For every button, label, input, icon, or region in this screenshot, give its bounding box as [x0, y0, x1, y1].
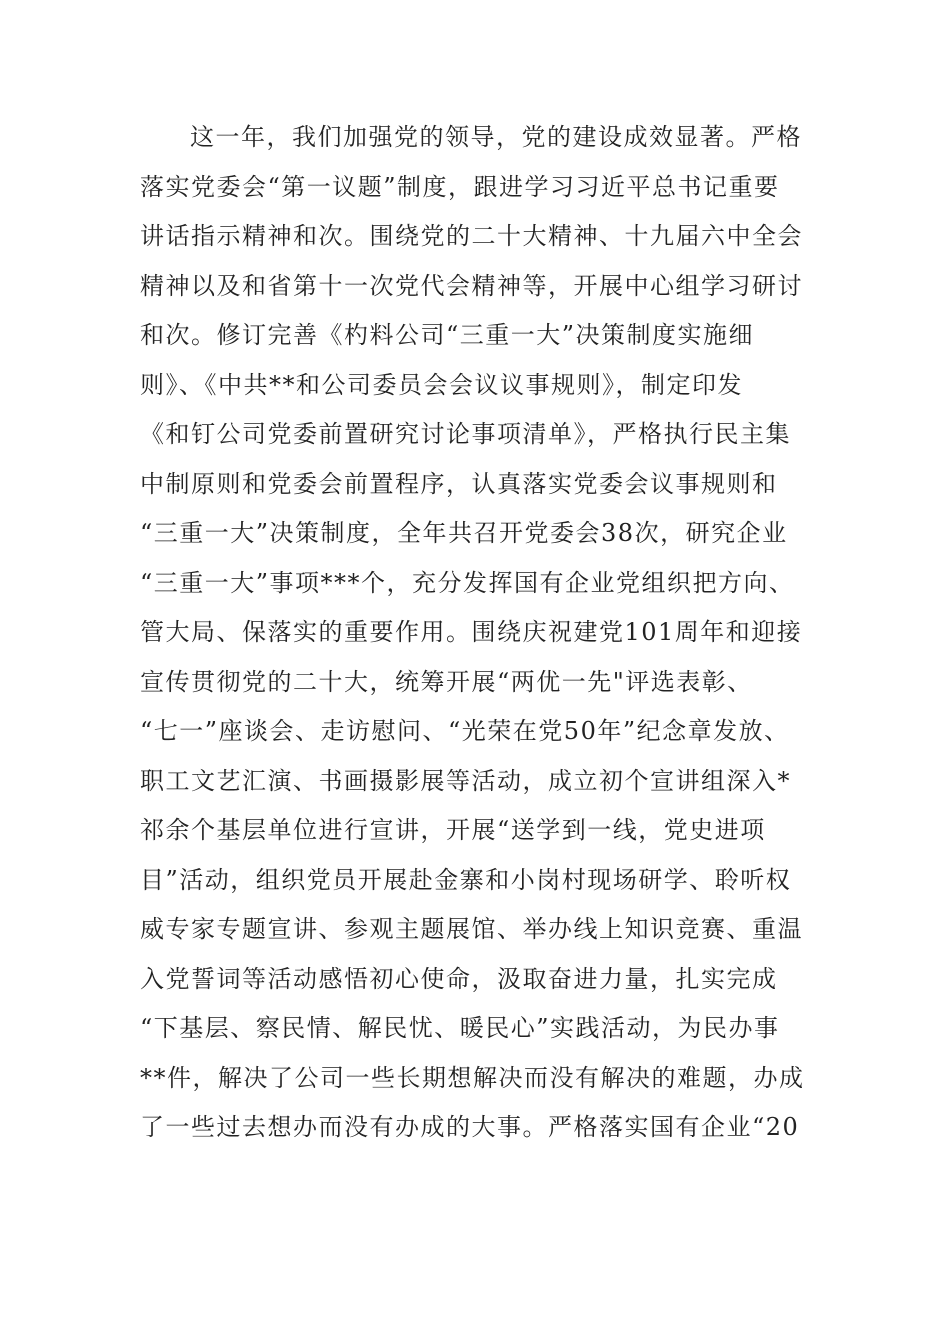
body-paragraph [140, 113, 830, 1153]
text-line-18: 入党誓词等活动感悟初心使命，汲取奋进力量，扎实完成 [140, 964, 778, 993]
text-line-4: 精神以及和省第十一次党代会精神等，开展中心组学习研讨 [140, 271, 803, 300]
text-line-9: “三重一大”决策制度，全年共召开党委会38次，研究企业 [140, 519, 788, 547]
text-line-1: 这一年，我们加强党的领导，党的建设成效显著。严格 [190, 123, 802, 151]
text-line-5: 和次。修订完善《杓料公司“三重一大”决策制度实施细 [140, 321, 755, 349]
text-line-20: **件，解决了公司一些长期想解决而没有解决的难题，办成 [140, 1063, 805, 1092]
text-line-11: 管大局、保落实的重要作用。围绕庆祝建党101周年和迎接 [140, 618, 803, 646]
text-line-15: 祁余个基层单位进行宣讲，开展“送学到一线，党史进项 [140, 816, 766, 844]
text-line-21: 了一些过去想办而没有办成的大事。严格落实国有企业“20 [140, 1113, 800, 1141]
text-line-6: 则》、《中共**和公司委员会会议议事规则》，制定印发 [140, 370, 743, 399]
text-line-3: 讲话指示精神和次。围绕党的二十大精神、十九届六中全会 [140, 222, 803, 250]
text-line-8: 中制原则和党委会前置程序，认真落实党委会议事规则和 [140, 469, 778, 498]
text-line-7: 《和钉公司党委前置研究讨论事项清单》，严格执行民主集 [140, 420, 791, 448]
text-line-2: 落实党委会“第一议题”制度，跟进学习习近平总书记重要 [140, 172, 780, 201]
text-line-17: 威专家专题宣讲、参观主题展馆、举办线上知识竞赛、重温 [140, 915, 803, 943]
text-line-13: “七一”座谈会、走访慰问、“光荣在党50年”纪念章发放、 [140, 717, 790, 745]
text-line-16: 目”活动，组织党员开展赴金寨和小岗村现场研学、聆听权 [140, 865, 792, 894]
text-line-12: 宣传贯彻党的二十大，统筹开展“两优一先"评选表彰、 [140, 667, 753, 696]
text-line-14: 职工文艺汇演、书画摄影展等活动，成立初个宣讲组深入* [140, 766, 791, 795]
text-line-19: “下基层、察民情、解民忧、暖民心”实践活动，为民办事 [140, 1014, 780, 1042]
text-line-10: “三重一大”事项***个，充分发挥国有企业党组织把方向、 [140, 568, 795, 597]
